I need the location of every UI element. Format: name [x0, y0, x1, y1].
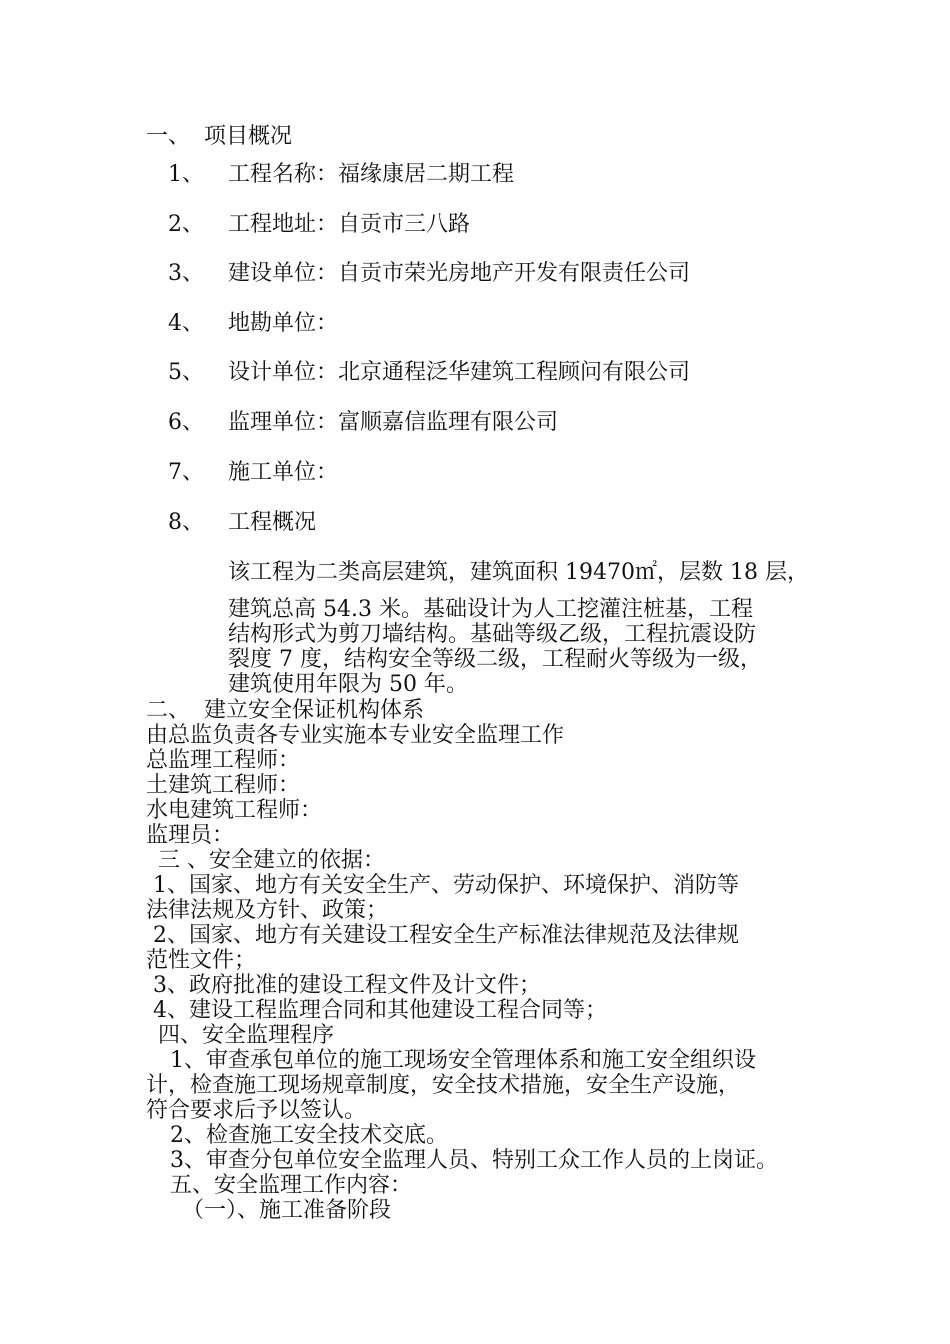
section-3-line-5: 3、政府批准的建设工程文件及计文件； — [146, 973, 541, 998]
item-text: 工程名称：福缘康居二期工程 — [228, 162, 515, 187]
overview-line-3: 结构形式为剪刀墙结构。基础等级乙级，工程抗震设防 — [228, 622, 757, 647]
section-3-line-1: 1、国家、地方有关安全生产、劳动保护、环境保护、消防等 — [146, 873, 739, 898]
section-2-line-1: 由总监负责各专业实施本专业安全监理工作 — [146, 723, 565, 748]
section-2-heading — [146, 698, 425, 724]
section-1-heading-num: 一、 — [146, 124, 191, 149]
section-4-line-2: 计，检查施工现场规章制度，安全技术措施，安全生产设施， — [146, 1073, 741, 1098]
item-text: 监理单位：富顺嘉信监理有限公司 — [228, 410, 559, 435]
overview-line-5: 建筑使用年限为 50 年。 — [228, 672, 468, 697]
item-number: 7、 — [168, 460, 204, 485]
section-4-line-1: 1、审查承包单位的施工现场安全管理体系和施工安全组织设 — [170, 1048, 756, 1073]
overview-line-4: 裂度 7 度，结构安全等级二级，工程耐火等级为一级， — [228, 647, 762, 672]
item-number: 5、 — [168, 360, 204, 385]
section-3-line-2: 法律法规及方针、政策； — [146, 898, 389, 923]
item-number: 6、 — [168, 410, 204, 435]
item-text: 设计单位：北京通程泛华建筑工程顾问有限公司 — [228, 360, 691, 385]
item-number: 3、 — [168, 261, 204, 286]
item-text: 建设单位：自贡市荣光房地产开发有限责任公司 — [228, 261, 691, 286]
item-text: 地勘单位： — [228, 311, 339, 336]
item-text: 工程概况 — [228, 510, 317, 535]
section-3-heading: 三 、安全建立的依据： — [158, 848, 385, 873]
section-2-line-4: 水电建筑工程师： — [146, 798, 323, 823]
section-1-heading — [146, 124, 293, 150]
section-4-line-5: 3、审查分包单位安全监理人员、特别工众工作人员的上岗证。 — [170, 1148, 778, 1173]
section-5-subheading: （一）、施工准备阶段 — [182, 1198, 392, 1223]
section-2-heading-text: 建立安全保证机构体系 — [204, 698, 425, 723]
section-3-line-3: 2、国家、地方有关建设工程安全生产标准法律规范及法律规 — [146, 923, 739, 948]
section-2-line-5: 监理员： — [146, 823, 235, 848]
item-number: 2、 — [168, 212, 204, 237]
item-text: 工程地址：自贡市三八路 — [228, 212, 471, 237]
section-4-line-4: 2、检查施工安全技术交底。 — [170, 1123, 448, 1148]
section-4-line-3: 符合要求后予以签认。 — [146, 1098, 367, 1123]
overview-line-2: 建筑总高 54.3 米。基础设计为人工挖灌注桩基，工程 — [228, 597, 753, 622]
section-2-line-3: 土建筑工程师： — [146, 773, 301, 798]
section-2-line-2: 总监理工程师： — [146, 748, 301, 773]
section-2-heading-num: 二、 — [146, 698, 191, 723]
item-number: 8、 — [168, 510, 204, 535]
section-3-line-4: 范性文件； — [146, 948, 257, 973]
section-4-heading: 四、安全监理程序 — [158, 1023, 335, 1048]
item-number: 4、 — [168, 311, 204, 336]
section-3-line-6: 4、建设工程监理合同和其他建设工程合同等； — [146, 998, 607, 1023]
item-number: 1、 — [168, 162, 204, 187]
section-1-heading-text: 项目概况 — [204, 124, 293, 149]
item-text: 施工单位： — [228, 460, 339, 485]
section-5-heading: 五、安全监理工作内容： — [170, 1173, 413, 1198]
overview-line-1: 该工程为二类高层建筑，建筑面积 19470㎡，层数 18 层， — [228, 560, 809, 585]
